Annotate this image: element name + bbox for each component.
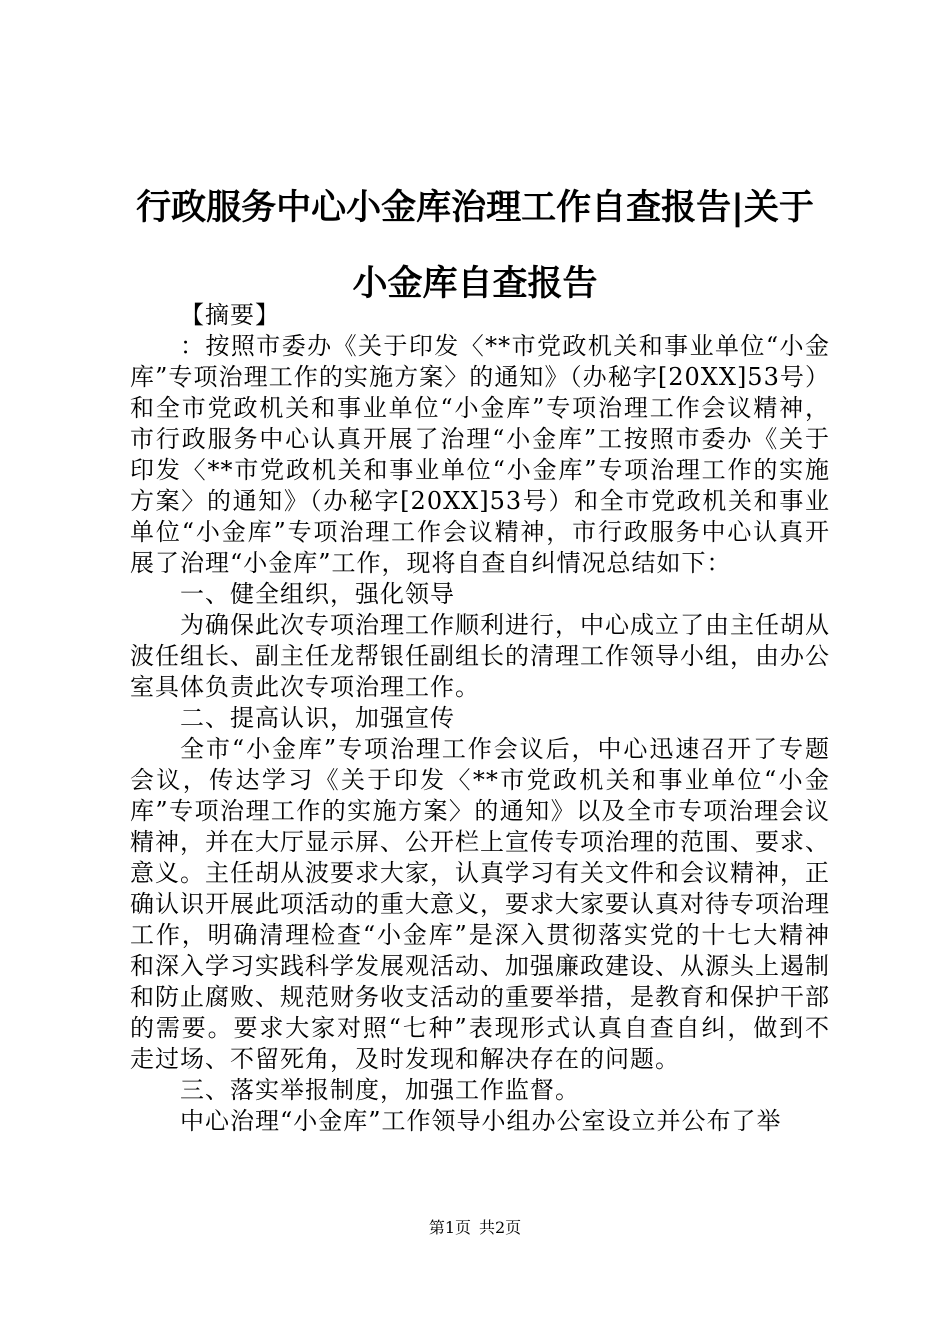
abstract-label: 【摘要】	[180, 301, 280, 329]
section-heading-1: 一、健全组织，强化领导	[180, 580, 455, 608]
paragraph-2: 全市“小金库”专项治理工作会议后，中心迅速召开了专题会议，传达学习《关于印发〈**市党政机关和事业单位“小金库”专项治理工作的实施方案〉的通知》以及全市专项治理会议精神，并在大厅显示屏、公开栏上宣传专项治理的范围、要求、意义。主任胡从波要求大家，认真学习有关文件和会议精神，正确认识开展此项活动的重大意义，要求大家要认真对待专项治理工作，明确清理检查“小金库”是深入贯彻落实党的十七大精神和深入学习实践科学发展观活动、加强廉政建设、从源头上遏制和防止腐败、规范财务收支活动的重要举措，是教育和保护干部的需要。要求大家对照“七种”表现形式认真自查自纠，做到不走过场、不留死角，及时发现和解决存在的问题。	[130, 735, 830, 1073]
paragraph-3: 中心治理“小金库”工作领导小组办公室设立并公布了举	[180, 1107, 782, 1135]
document-title: 行政服务中心小金库治理工作自查报告|关于小金库自查报告	[136, 188, 814, 304]
page-footer	[0, 1218, 950, 1238]
page-number: 第1页	[428, 1218, 471, 1237]
section-heading-3: 三、落实举报制度，加强工作监督。	[180, 1076, 580, 1104]
page-total: 共2页	[479, 1218, 522, 1237]
section-heading-2: 二、提高认识，加强宣传	[180, 704, 455, 732]
document-body	[130, 300, 830, 1137]
paragraph-1: 为确保此次专项治理工作顺利进行，中心成立了由主任胡从波任组长、副主任龙帮银任副组长的清理工作领导小组，由办公室具体负责此次专项治理工作。	[130, 611, 830, 701]
paragraph-intro: ：按照市委办《关于印发〈**市党政机关和事业单位“小金库”专项治理工作的实施方案〉的通知》（办秘字[20XX]53号）和全市党政机关和事业单位“小金库”专项治理工作会议精神，市行政服务中心认真开展了治理“小金库”工按照市委办《关于印发〈**市党政机关和事业单位“小金库”专项治理工作的实施方案〉的通知》（办秘字[20XX]53号）和全市党政机关和事业单位“小金库”专项治理工作会议精神，市行政服务中心认真开展了治理“小金库”工作，现将自查自纠情况总结如下：	[130, 332, 830, 577]
